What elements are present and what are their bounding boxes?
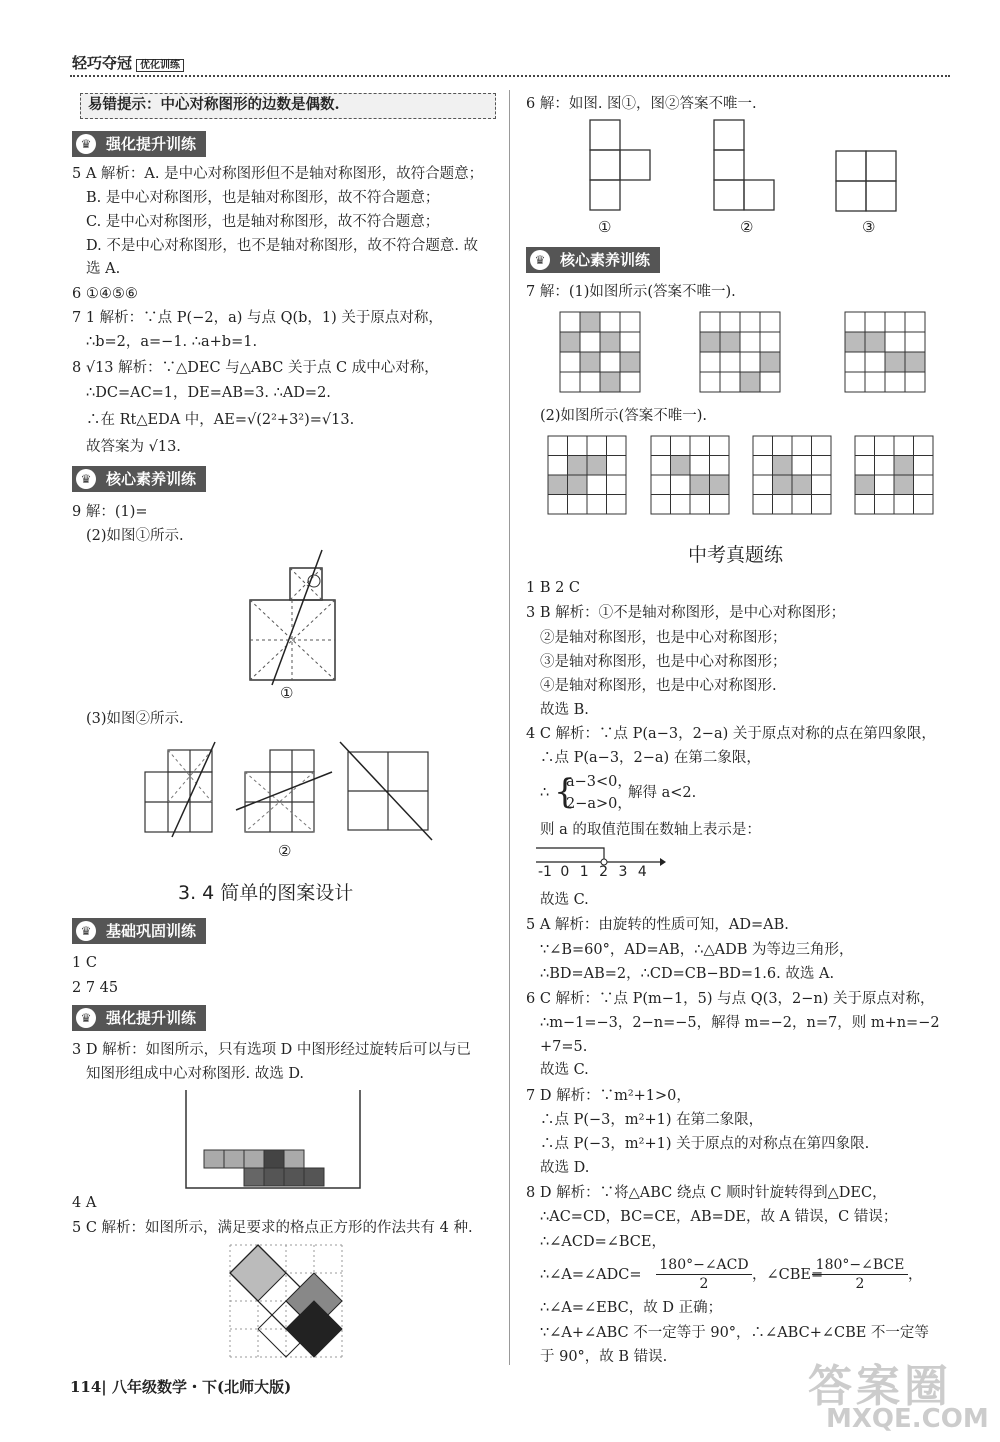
header-rule — [70, 75, 950, 77]
answer-line: ∴点 P(a−3，2−a) 在第二象限， — [540, 750, 761, 766]
brace: { — [554, 772, 576, 812]
column-divider — [509, 90, 510, 1365]
answer-line: ∴b=2，a=−1. ∴a+b=1. — [86, 334, 258, 350]
answer-line: ∴点 P(−3，m²+1) 关于原点的对称点在第四象限. — [540, 1136, 870, 1152]
answer-line: 5 C 解析：如图所示，满足要求的格点正方形的作法共有 4 种. — [72, 1220, 473, 1236]
answer-line: ④是轴对称图形，也是中心对称图形. — [540, 678, 777, 694]
number-line-ticks — [538, 864, 647, 880]
figure-caption: ② — [740, 218, 754, 236]
answer-line: (2)如图所示(答案不唯一). — [540, 408, 707, 424]
answer-line: 3 D 解析：如图所示，只有选项 D 中图形经过旋转后可以与已 — [72, 1042, 471, 1058]
answer-line: ∴∠A=∠EBC，故 D 正确； — [540, 1300, 723, 1316]
answer-line: 7 D 解析：∵m²+1>0， — [526, 1088, 691, 1104]
tick-label: -1 — [538, 864, 552, 880]
answer-line: 知图形组成中心对称图形. 故选 D. — [86, 1066, 305, 1082]
answer-line: ∴BD=AB=2，∴CD=CB−BD=1.6. 故选 A. — [540, 966, 835, 982]
answer-line: (2)如图①所示. — [86, 528, 184, 544]
answer-line: 则 a 的取值范围在数轴上表示是： — [540, 822, 761, 838]
figure-nets — [588, 118, 908, 214]
numerator: 180°−∠ACD — [656, 1256, 752, 1275]
denominator: 2 — [699, 1276, 709, 1292]
answer-line: 6 C 解析：∵点 P(m−1，5) 与点 Q(3，2−n) 关于原点对称， — [526, 991, 935, 1007]
section-title: 核心素养训练 — [560, 251, 651, 269]
figure-symmetry-1 — [240, 545, 340, 685]
section-header — [72, 1005, 206, 1031]
answer-line: 故选 C. — [540, 1062, 589, 1078]
answer-line: 8 √13 解析：∵△DEC 与△ABC 关于点 C 成中心对称， — [72, 360, 439, 376]
answer-line: ∵∠A+∠ABC 不一定等于 90°，∴∠ABC+∠CBE 不一定等 — [540, 1325, 929, 1341]
crest-icon: ♛ — [76, 921, 96, 941]
crest-icon: ♛ — [76, 134, 96, 154]
answer-line: 7 1 解析：∵点 P(−2，a) 与点 Q(b，1) 关于原点对称， — [72, 310, 443, 326]
figure-caption: ③ — [862, 218, 876, 236]
answer-line: ∴在 Rt△EDA 中，AE=√(2²+3²)=√13. — [86, 412, 355, 428]
denominator: 2 — [855, 1276, 865, 1292]
figure-lattice-squares — [230, 1245, 350, 1360]
answer-line: 4 A — [72, 1195, 97, 1211]
figure-caption: ① — [280, 684, 294, 702]
tick-label: 2 — [599, 864, 609, 880]
answer-line: 3 B 解析：①不是轴对称图形，是中心对称图形； — [526, 605, 846, 621]
tick-label: 3 — [618, 864, 628, 880]
equation-part: ， — [908, 1267, 923, 1283]
section-header — [72, 918, 206, 944]
crest-icon: ♛ — [76, 1008, 96, 1028]
section-header — [72, 466, 206, 492]
brand-logo — [72, 52, 184, 73]
brand-name: 轻巧夺冠 — [72, 54, 133, 72]
section-title: 基础巩固训练 — [106, 922, 197, 940]
chapter-title: 3. 4 简单的图案设计 — [178, 882, 354, 904]
figure-grids-1 — [560, 312, 940, 394]
answer-line: 选 A. — [86, 261, 121, 277]
answer-line: 故答案为 √13. — [86, 439, 181, 455]
equation-part: ，∠CBE= — [752, 1267, 824, 1283]
section-title: 核心素养训练 — [106, 470, 197, 488]
section-title: 强化提升训练 — [106, 135, 197, 153]
answer-line: C. 是中心对称图形，也是轴对称图形，故不符合题意； — [86, 214, 440, 230]
section-title: 强化提升训练 — [106, 1009, 197, 1027]
answer-line: 4 C 解析：∵点 P(a−3，2−a) 关于原点对称的点在第四象限， — [526, 726, 936, 742]
figure-caption: ① — [598, 218, 612, 236]
number-line — [536, 842, 666, 866]
brand-subtitle: 优化训练 — [136, 59, 184, 72]
fraction — [656, 1256, 752, 1293]
tick-label: 1 — [579, 864, 589, 880]
tip-text: 易错提示：中心对称图形的边数是偶数. — [88, 96, 340, 113]
section-header — [72, 131, 206, 157]
answer-line: +7=5. — [540, 1039, 588, 1055]
answer-line: ∴m−1=−3，2−n=−5，解得 m=−2，n=7，则 m+n=−2 — [540, 1015, 940, 1031]
figure-puzzle — [184, 1090, 364, 1190]
answer-line: ∴∠ACD=∠BCE， — [540, 1234, 666, 1250]
answer-line: ∴点 P(−3，m²+1) 在第二象限， — [540, 1112, 764, 1128]
answer-line: 5 A 解析：由旋转的性质可知，AD=AB. — [526, 917, 789, 933]
answer-line: 8 D 解析：∵将△ABC 绕点 C 顺时针旋转得到△DEC， — [526, 1185, 887, 1201]
answer-line: D. 不是中心对称图形，也不是轴对称图形，故不符合题意. 故 — [86, 238, 479, 254]
crest-icon: ♛ — [76, 469, 96, 489]
equation-part: ∴∠A=∠ADC= — [540, 1267, 642, 1283]
answer-line: ∴DC=AC=1，DE=AB=3. ∴AD=2. — [86, 385, 331, 401]
inequality: a−3<0， — [566, 774, 632, 790]
answer-line: 1 B 2 C — [526, 580, 581, 596]
answer-line: 6 解：如图. 图①，图②答案不唯一. — [526, 96, 757, 112]
watermark-logo: 答案圈 — [808, 1361, 952, 1412]
answer-line: 于 90°，故 B 错误. — [540, 1349, 668, 1365]
watermark-url: MXQE.COM — [826, 1404, 989, 1434]
fraction — [812, 1256, 908, 1293]
figure-grids-2 — [548, 436, 938, 518]
answer-line: 故选 B. — [540, 702, 589, 718]
answer-line: 7 解：(1)如图所示(答案不唯一). — [526, 284, 736, 300]
answer-line: 5 A 解析：A. 是中心对称图形但不是轴对称图形，故符合题意； — [72, 166, 484, 182]
answer-line: ∴AC=CD，BC=CE，AB=DE，故 A 错误，C 错误； — [540, 1209, 898, 1225]
answer-line: 故选 D. — [540, 1160, 590, 1176]
answer-line: B. 是中心对称图形，也是轴对称图形，故不符合题意； — [86, 190, 440, 206]
answer-line: 1 C — [72, 955, 97, 971]
section-header — [526, 247, 660, 273]
answer-line: 故选 C. — [540, 892, 589, 908]
answer-line: ②是轴对称图形，也是中心对称图形； — [540, 630, 787, 646]
tick-label: 4 — [637, 864, 647, 880]
crest-icon: ♛ — [530, 250, 550, 270]
inequality: 2−a>0， — [566, 796, 632, 812]
numerator: 180°−∠BCE — [812, 1256, 908, 1275]
inequality-result: 解得 a<2. — [628, 785, 697, 801]
figure-symmetry-2 — [140, 742, 435, 842]
answer-line: ③是轴对称图形，也是中心对称图形； — [540, 654, 787, 670]
page-footer: 114| 八年级数学・下(北师大版) — [70, 1378, 292, 1396]
answer-line: 6 ①④⑤⑥ — [72, 286, 138, 302]
answer-line: (3)如图②所示. — [86, 711, 184, 727]
tick-label: 0 — [560, 864, 570, 880]
answer-line: 9 解：(1)= — [72, 504, 148, 520]
therefore-symbol: ∴ — [540, 785, 550, 801]
answer-line: ∵∠B=60°，AD=AB，∴△ADB 为等边三角形， — [540, 942, 854, 958]
answer-line: 2 7 45 — [72, 980, 119, 996]
section-title-zhongkao: 中考真题练 — [688, 544, 784, 566]
figure-caption: ② — [278, 842, 292, 860]
